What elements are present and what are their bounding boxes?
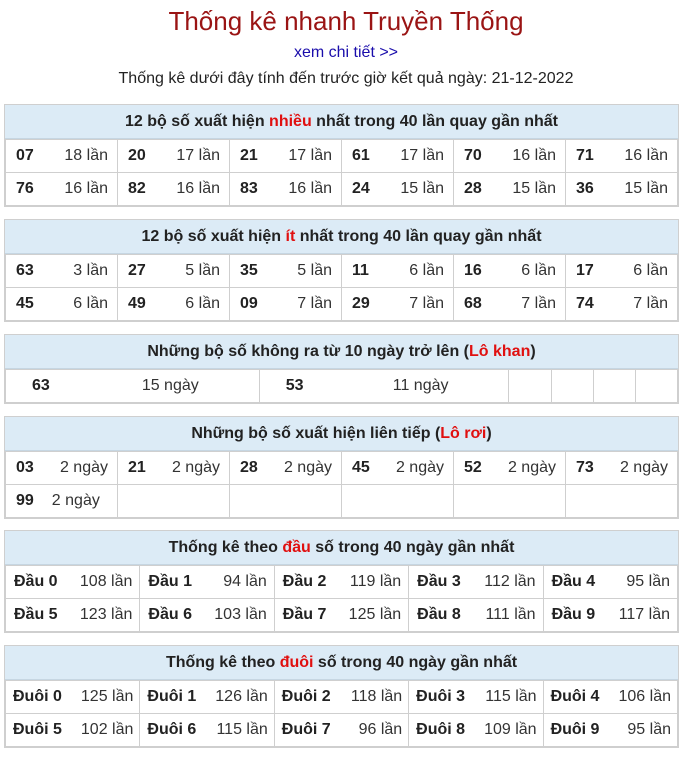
empty-cell xyxy=(342,485,454,518)
lo-khan-table xyxy=(5,369,678,403)
stat-cell xyxy=(230,295,341,313)
occurrence-count: 125 lần xyxy=(348,606,402,623)
days-count: 15 ngày xyxy=(141,377,199,394)
stat-cell xyxy=(566,262,677,280)
stat-cell xyxy=(544,688,677,706)
head-digit-label: Đầu 0 xyxy=(14,573,58,590)
stat-cell xyxy=(409,721,542,739)
stat-cell xyxy=(409,606,542,624)
stat-cell xyxy=(230,180,341,198)
lottery-number: 63 xyxy=(16,262,34,279)
occurrence-count: 17 lần xyxy=(288,147,332,164)
occurrence-count: 112 lần xyxy=(484,573,536,590)
stat-cell xyxy=(409,573,542,591)
empty-cell xyxy=(454,485,566,518)
most-frequent-title: 12 bộ số xuất hiện nhiều nhất trong 40 lần quay gần nhất xyxy=(5,105,678,139)
stat-cell xyxy=(6,377,259,395)
occurrence-count: 106 lần xyxy=(618,688,671,705)
dau-section xyxy=(4,530,679,633)
occurrence-count: 5 lần xyxy=(185,262,220,279)
stat-cell xyxy=(6,606,139,624)
occurrence-count: 15 lần xyxy=(624,180,668,197)
lottery-number: 82 xyxy=(128,180,146,197)
tail-digit-label: Đuôi 8 xyxy=(416,721,466,738)
stat-cell xyxy=(454,459,565,477)
stat-cell xyxy=(566,459,677,477)
occurrence-count: 117 lần xyxy=(618,606,670,623)
occurrence-count: 102 lần xyxy=(80,721,134,738)
lo-roi-section xyxy=(4,416,679,519)
tail-digit-label: Đuôi 5 xyxy=(13,721,62,738)
lo-roi-title: Những bộ số xuất hiện liên tiếp (Lô rơi) xyxy=(5,417,678,451)
stat-cell xyxy=(140,573,273,591)
empty-cell xyxy=(118,485,230,518)
occurrence-count: 7 lần xyxy=(521,295,556,312)
stat-cell xyxy=(342,180,453,198)
stat-cell xyxy=(6,262,117,280)
stat-cell xyxy=(118,459,229,477)
highlight-word: Lô rơi xyxy=(440,425,487,442)
lottery-number: 09 xyxy=(240,295,258,312)
occurrence-count: 123 lần xyxy=(79,606,133,623)
dau-title: Thống kê theo đầu số trong 40 ngày gần nhất xyxy=(5,531,678,565)
stat-cell xyxy=(544,573,677,591)
occurrence-count: 7 lần xyxy=(297,295,332,312)
stat-cell xyxy=(230,262,341,280)
stat-cell xyxy=(6,147,117,165)
head-digit-label: Đầu 6 xyxy=(148,606,192,623)
days-count: 2 ngày xyxy=(59,459,108,476)
days-count: 2 ngày xyxy=(51,492,100,509)
lottery-number: 29 xyxy=(352,295,370,312)
occurrence-count: 6 lần xyxy=(633,262,668,279)
stat-cell xyxy=(6,573,139,591)
tail-digit-label: Đuôi 4 xyxy=(550,688,600,705)
lottery-number: 45 xyxy=(16,295,34,312)
occurrence-count: 119 lần xyxy=(349,573,402,590)
lottery-number: 83 xyxy=(240,180,258,197)
tail-digit-label: Đuôi 2 xyxy=(281,688,331,705)
lottery-number: 07 xyxy=(16,147,34,164)
occurrence-count: 103 lần xyxy=(214,606,267,623)
occurrence-count: 18 lần xyxy=(64,147,108,164)
lottery-number: 99 xyxy=(16,492,34,509)
tail-digit-label: Đuôi 1 xyxy=(147,688,197,705)
stat-cell xyxy=(275,573,408,591)
head-digit-label: Đầu 7 xyxy=(282,606,327,623)
stat-cell xyxy=(409,688,542,706)
stat-cell xyxy=(566,180,677,198)
occurrence-count: 6 lần xyxy=(409,262,444,279)
lottery-number: 03 xyxy=(16,459,34,476)
lottery-number: 27 xyxy=(128,262,146,279)
occurrence-count: 16 lần xyxy=(288,180,332,197)
days-count: 2 ngày xyxy=(507,459,556,476)
page-title: Thống kê nhanh Truyền Thống xyxy=(168,6,524,36)
lottery-number: 52 xyxy=(464,459,482,476)
tail-digit-label: Đuôi 9 xyxy=(550,721,600,738)
duoi-table xyxy=(5,680,678,747)
head-digit-label: Đầu 5 xyxy=(14,606,58,623)
days-count: 2 ngày xyxy=(395,459,444,476)
stat-cell xyxy=(454,262,565,280)
stat-cell xyxy=(6,459,117,477)
stat-cell xyxy=(118,180,229,198)
occurrence-count: 109 lần xyxy=(484,721,537,738)
days-count: 2 ngày xyxy=(283,459,332,476)
stat-cell xyxy=(275,721,408,739)
head-digit-label: Đầu 8 xyxy=(417,606,461,623)
lottery-number: 76 xyxy=(16,180,34,197)
lottery-number: 21 xyxy=(240,147,258,164)
stat-cell xyxy=(454,147,565,165)
stat-cell xyxy=(230,459,341,477)
highlight-word: đuôi xyxy=(279,654,314,671)
table-row xyxy=(6,255,678,288)
table-row xyxy=(6,714,678,747)
occurrence-count: 126 lần xyxy=(215,688,268,705)
lottery-number: 73 xyxy=(576,459,594,476)
lo-khan-title: Những bộ số không ra từ 10 ngày trở lên (Lô khan) xyxy=(5,335,678,369)
empty-cell xyxy=(593,370,635,403)
least-frequent-title: 12 bộ số xuất hiện ít nhất trong 40 lần quay gần nhất xyxy=(5,220,678,254)
stat-cell xyxy=(260,377,509,395)
stat-cell xyxy=(118,147,229,165)
lottery-number: 21 xyxy=(128,459,146,476)
duoi-section xyxy=(4,645,679,748)
stat-cell xyxy=(454,180,565,198)
stat-cell xyxy=(6,721,139,739)
table-row xyxy=(6,452,678,485)
stat-cell xyxy=(454,295,565,313)
highlight-word: đầu xyxy=(282,539,311,556)
stat-cell xyxy=(566,147,677,165)
occurrence-count: 15 lần xyxy=(512,180,556,197)
empty-cell xyxy=(551,370,593,403)
stat-cell xyxy=(566,295,677,313)
table-row xyxy=(6,288,678,321)
dau-table xyxy=(5,565,678,632)
stat-cell xyxy=(140,721,273,739)
head-digit-label: Đầu 2 xyxy=(282,573,327,590)
stat-cell xyxy=(544,606,677,624)
lottery-number: 36 xyxy=(576,180,594,197)
stat-cell xyxy=(6,180,117,198)
stat-cell xyxy=(118,295,229,313)
stat-cell xyxy=(342,262,453,280)
stat-cell xyxy=(342,147,453,165)
most-frequent-table xyxy=(5,139,678,206)
lottery-number: 74 xyxy=(576,295,594,312)
days-count: 11 ngày xyxy=(392,377,449,394)
table-row xyxy=(6,485,678,518)
stat-cell xyxy=(140,688,273,706)
table-row xyxy=(6,566,678,599)
lottery-number: 28 xyxy=(240,459,258,476)
days-count: 2 ngày xyxy=(619,459,668,476)
head-digit-label: Đầu 9 xyxy=(551,606,596,623)
least-frequent-section xyxy=(4,219,679,322)
head-digit-label: Đầu 4 xyxy=(551,573,596,590)
highlight-word: ít xyxy=(285,228,296,245)
occurrence-count: 17 lần xyxy=(176,147,220,164)
occurrence-count: 108 lần xyxy=(79,573,133,590)
stat-cell xyxy=(544,721,677,739)
stat-cell xyxy=(6,688,139,706)
duoi-title: Thống kê theo đuôi số trong 40 ngày gần nhất xyxy=(5,646,678,680)
stat-cell xyxy=(6,295,117,313)
lottery-number: 35 xyxy=(240,262,258,279)
stat-cell xyxy=(342,295,453,313)
occurrence-count: 5 lần xyxy=(297,262,332,279)
lo-roi-table xyxy=(5,451,678,518)
lottery-number: 70 xyxy=(464,147,482,164)
lottery-number: 63 xyxy=(32,377,50,394)
page-subtitle: Thống kê dưới đây tính đến trước giờ kết quả ngày: 21-12-2022 xyxy=(118,70,574,87)
most-frequent-section xyxy=(4,104,679,207)
table-row xyxy=(6,173,678,206)
table-row xyxy=(6,681,678,714)
occurrence-count: 95 lần xyxy=(626,573,670,590)
occurrence-count: 7 lần xyxy=(633,295,668,312)
stat-cell xyxy=(140,606,273,624)
empty-cell xyxy=(230,485,342,518)
empty-cell xyxy=(635,370,677,403)
occurrence-count: 115 lần xyxy=(216,721,268,738)
stat-cell xyxy=(118,262,229,280)
tail-digit-label: Đuôi 3 xyxy=(416,688,466,705)
lottery-number: 68 xyxy=(464,295,482,312)
lottery-number: 11 xyxy=(352,262,369,279)
lottery-number: 17 xyxy=(576,262,594,279)
occurrence-count: 118 lần xyxy=(350,688,403,705)
lottery-number: 49 xyxy=(128,295,146,312)
lottery-number: 53 xyxy=(285,377,304,394)
lottery-number: 71 xyxy=(576,147,594,164)
occurrence-count: 7 lần xyxy=(409,295,444,312)
occurrence-count: 15 lần xyxy=(400,180,444,197)
occurrence-count: 96 lần xyxy=(358,721,403,738)
occurrence-count: 3 lần xyxy=(73,262,108,279)
lottery-number: 20 xyxy=(128,147,146,164)
occurrence-count: 17 lần xyxy=(400,147,444,164)
tail-digit-label: Đuôi 6 xyxy=(147,721,197,738)
stat-cell xyxy=(6,492,117,510)
head-digit-label: Đầu 1 xyxy=(148,573,192,590)
tail-digit-label: Đuôi 7 xyxy=(281,721,331,738)
least-frequent-table xyxy=(5,254,678,321)
days-count: 2 ngày xyxy=(171,459,220,476)
stat-cell xyxy=(275,606,408,624)
occurrence-count: 95 lần xyxy=(627,721,671,738)
highlight-word: Lô khan xyxy=(469,343,531,360)
stat-cell xyxy=(230,147,341,165)
lo-khan-section xyxy=(4,334,679,404)
lottery-number: 24 xyxy=(352,180,370,197)
occurrence-count: 6 lần xyxy=(185,295,220,312)
occurrence-count: 111 lần xyxy=(485,606,536,623)
occurrence-count: 16 lần xyxy=(64,180,108,197)
table-row xyxy=(6,140,678,173)
view-detail-link[interactable]: xem chi tiết >> xyxy=(293,44,399,61)
occurrence-count: 115 lần xyxy=(485,688,537,705)
empty-cell xyxy=(566,485,678,518)
lottery-number: 45 xyxy=(352,459,370,476)
occurrence-count: 16 lần xyxy=(512,147,556,164)
occurrence-count: 6 lần xyxy=(73,295,108,312)
occurrence-count: 125 lần xyxy=(80,688,134,705)
stat-cell xyxy=(342,459,453,477)
highlight-word: nhiều xyxy=(269,113,312,130)
lottery-number: 61 xyxy=(352,147,370,164)
table-row xyxy=(6,599,678,632)
empty-cell xyxy=(509,370,551,403)
page-header xyxy=(0,0,692,89)
table-row xyxy=(6,370,678,403)
occurrence-count: 94 lần xyxy=(223,573,267,590)
occurrence-count: 6 lần xyxy=(521,262,556,279)
occurrence-count: 16 lần xyxy=(176,180,220,197)
lottery-number: 16 xyxy=(464,262,482,279)
stat-cell xyxy=(275,688,408,706)
occurrence-count: 16 lần xyxy=(624,147,668,164)
lottery-number: 28 xyxy=(464,180,482,197)
head-digit-label: Đầu 3 xyxy=(417,573,461,590)
tail-digit-label: Đuôi 0 xyxy=(13,688,62,705)
